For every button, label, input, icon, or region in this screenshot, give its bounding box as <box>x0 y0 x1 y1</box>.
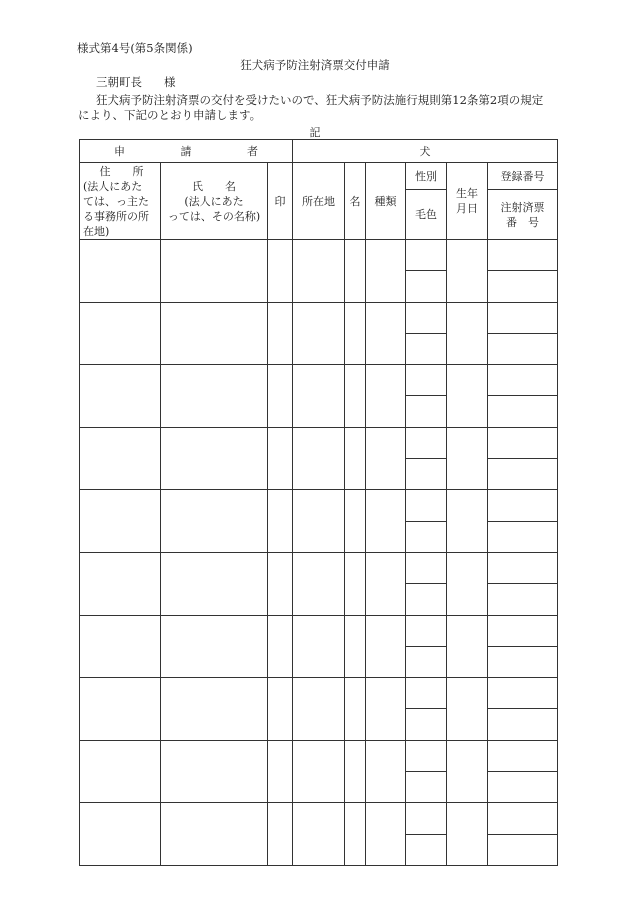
dog-sex-cell[interactable] <box>406 803 447 834</box>
seal-cell[interactable] <box>268 615 293 678</box>
dog-name-cell[interactable] <box>345 365 366 428</box>
name-column-header <box>161 163 268 240</box>
addressee <box>96 74 176 90</box>
entry-row <box>80 239 558 270</box>
applicant-name-cell[interactable] <box>161 302 268 365</box>
dog-name-cell[interactable] <box>345 740 366 803</box>
form-number: 様式第4号(第5条関係) <box>77 41 193 55</box>
dog-sex-cell[interactable] <box>406 302 447 333</box>
dog-birth-date-cell[interactable] <box>447 615 488 678</box>
applicant-address-cell[interactable] <box>80 740 161 803</box>
address-header-line-1: 住 所 <box>99 164 144 178</box>
dog-sex-cell[interactable] <box>406 490 447 521</box>
applicant-address-cell[interactable] <box>80 490 161 553</box>
dog-group-header: 犬 <box>293 140 558 163</box>
tag-number-cell[interactable] <box>488 709 558 740</box>
registration-number-cell[interactable] <box>488 615 558 646</box>
dog-name-cell[interactable] <box>345 302 366 365</box>
applicant-address-cell[interactable] <box>80 239 161 302</box>
coat-color-column-header: 毛色 <box>406 190 447 239</box>
location-column-header: 所在地 <box>293 163 345 240</box>
dog-sex-cell[interactable] <box>406 678 447 709</box>
seal-column-header: 印 <box>268 163 293 240</box>
dog-coat-color-cell[interactable] <box>406 834 447 865</box>
address-header-line-4: る事務所の所 <box>83 209 149 223</box>
applicant-name-cell[interactable] <box>161 615 268 678</box>
sex-column-header: 性別 <box>406 163 447 190</box>
group-header-row <box>80 140 558 163</box>
applicant-name-cell[interactable] <box>161 552 268 615</box>
body-text-line-2: により、下記のとおり申請します。 <box>78 108 262 122</box>
seal-cell[interactable] <box>268 302 293 365</box>
dog-birth-date-cell[interactable] <box>447 678 488 741</box>
registration-number-cell[interactable] <box>488 803 558 834</box>
entry-row <box>80 427 558 458</box>
dog-location-cell[interactable] <box>293 490 345 553</box>
entry-row <box>80 302 558 333</box>
dog-breed-cell[interactable] <box>366 239 406 302</box>
registration-number-cell[interactable] <box>488 239 558 270</box>
tag-number-cell[interactable] <box>488 459 558 490</box>
dog-name-cell[interactable] <box>345 803 366 866</box>
seal-cell[interactable] <box>268 365 293 428</box>
dog-sex-cell[interactable] <box>406 615 447 646</box>
tag-header-line-2: 番 号 <box>506 215 540 229</box>
name-header-line-1: 氏 名 <box>192 179 236 193</box>
address-header-line-2: (法人にあた <box>83 179 143 193</box>
seal-cell[interactable] <box>268 490 293 553</box>
registration-number-cell[interactable] <box>488 678 558 709</box>
applicant-name-cell[interactable] <box>161 365 268 428</box>
dog-birth-date-cell[interactable] <box>447 740 488 803</box>
entry-row <box>80 678 558 709</box>
dog-name-column-header: 名 <box>345 163 366 240</box>
seal-cell[interactable] <box>268 678 293 741</box>
dog-breed-cell[interactable] <box>366 365 406 428</box>
addressee-name: 三朝町長 <box>96 75 142 89</box>
dog-birth-date-cell[interactable] <box>447 552 488 615</box>
registration-number-cell[interactable] <box>488 365 558 396</box>
dog-breed-cell[interactable] <box>366 302 406 365</box>
dog-location-cell[interactable] <box>293 239 345 302</box>
dog-name-cell[interactable] <box>345 239 366 302</box>
tag-number-cell[interactable] <box>488 521 558 552</box>
dog-breed-cell[interactable] <box>366 490 406 553</box>
dog-location-cell[interactable] <box>293 365 345 428</box>
birth-header-line-2: 月日 <box>456 202 479 216</box>
applicant-name-cell[interactable] <box>161 490 268 553</box>
dog-location-cell[interactable] <box>293 678 345 741</box>
body-text-line-1: 狂犬病予防注射済票の交付を受けたいので、狂犬病予防法施行規則第12条第2項の規定 <box>96 93 544 107</box>
entry-row <box>80 552 558 583</box>
seal-cell[interactable] <box>268 552 293 615</box>
dog-birth-date-cell[interactable] <box>447 803 488 866</box>
applicant-address-cell[interactable] <box>80 365 161 428</box>
seal-cell[interactable] <box>268 239 293 302</box>
address-column-header <box>80 163 161 240</box>
birth-header-line-1: 生年 <box>456 187 479 201</box>
applicant-name-cell[interactable] <box>161 803 268 866</box>
registration-number-cell[interactable] <box>488 490 558 521</box>
applicant-name-cell[interactable] <box>161 239 268 302</box>
applicant-name-cell[interactable] <box>161 740 268 803</box>
dog-breed-cell[interactable] <box>366 427 406 490</box>
name-header-line-3: っては、その名称) <box>167 209 261 223</box>
dog-coat-color-cell[interactable] <box>406 271 447 302</box>
registration-number-cell[interactable] <box>488 427 558 458</box>
dog-coat-color-cell[interactable] <box>406 646 447 677</box>
applicant-name-cell[interactable] <box>161 678 268 741</box>
tag-number-cell[interactable] <box>488 584 558 615</box>
ki-heading: 記 <box>309 126 321 139</box>
entry-row <box>80 803 558 834</box>
entry-row <box>80 615 558 646</box>
dog-breed-cell[interactable] <box>366 678 406 741</box>
tag-number-cell[interactable] <box>488 396 558 427</box>
applicant-address-cell[interactable] <box>80 615 161 678</box>
dog-location-cell[interactable] <box>293 427 345 490</box>
dog-name-cell[interactable] <box>345 552 366 615</box>
tag-header-line-1: 注射済票 <box>500 200 545 214</box>
column-header-row-1 <box>80 163 558 190</box>
dog-breed-cell[interactable] <box>366 740 406 803</box>
address-header-line-5: 在地) <box>83 224 110 238</box>
seal-cell[interactable] <box>268 740 293 803</box>
dog-birth-date-cell[interactable] <box>447 302 488 365</box>
applicant-address-cell[interactable] <box>80 427 161 490</box>
dog-breed-cell[interactable] <box>366 552 406 615</box>
dog-birth-date-cell[interactable] <box>447 239 488 302</box>
tag-number-cell[interactable] <box>488 333 558 364</box>
birth-date-column-header <box>447 163 488 240</box>
dog-name-cell[interactable] <box>345 427 366 490</box>
registration-number-cell[interactable] <box>488 740 558 771</box>
dog-name-cell[interactable] <box>345 678 366 741</box>
addressee-honorific: 様 <box>164 75 176 89</box>
name-header-line-2: (法人にあた <box>184 194 244 208</box>
dog-breed-cell[interactable] <box>366 615 406 678</box>
tag-number-cell[interactable] <box>488 271 558 302</box>
entry-row <box>80 490 558 521</box>
address-header-line-3: ては、っ主た <box>83 194 149 208</box>
registration-number-cell[interactable] <box>488 302 558 333</box>
dog-coat-color-cell[interactable] <box>406 521 447 552</box>
entry-row <box>80 365 558 396</box>
dog-coat-color-cell[interactable] <box>406 396 447 427</box>
dog-location-cell[interactable] <box>293 615 345 678</box>
tag-number-cell[interactable] <box>488 834 558 865</box>
seal-cell[interactable] <box>268 803 293 866</box>
dog-name-cell[interactable] <box>345 615 366 678</box>
dog-birth-date-cell[interactable] <box>447 427 488 490</box>
dog-birth-date-cell[interactable] <box>447 365 488 428</box>
seal-cell[interactable] <box>268 427 293 490</box>
dog-sex-cell[interactable] <box>406 427 447 458</box>
applicant-address-cell[interactable] <box>80 678 161 741</box>
dog-coat-color-cell[interactable] <box>406 709 447 740</box>
form-title: 狂犬病予防注射済票交付申請 <box>240 58 390 72</box>
dog-coat-color-cell[interactable] <box>406 584 447 615</box>
dog-sex-cell[interactable] <box>406 239 447 270</box>
dog-coat-color-cell[interactable] <box>406 459 447 490</box>
breed-column-header: 種類 <box>366 163 406 240</box>
tag-number-cell[interactable] <box>488 646 558 677</box>
dog-breed-cell[interactable] <box>366 803 406 866</box>
tag-number-cell[interactable] <box>488 771 558 802</box>
dog-coat-color-cell[interactable] <box>406 333 447 364</box>
dog-coat-color-cell[interactable] <box>406 771 447 802</box>
dog-sex-cell[interactable] <box>406 552 447 583</box>
dog-location-cell[interactable] <box>293 803 345 866</box>
dog-location-cell[interactable] <box>293 740 345 803</box>
applicant-address-cell[interactable] <box>80 552 161 615</box>
dog-location-cell[interactable] <box>293 552 345 615</box>
applicant-address-cell[interactable] <box>80 302 161 365</box>
dog-birth-date-cell[interactable] <box>447 490 488 553</box>
dog-sex-cell[interactable] <box>406 365 447 396</box>
application-table <box>79 139 558 866</box>
dog-location-cell[interactable] <box>293 302 345 365</box>
applicant-address-cell[interactable] <box>80 803 161 866</box>
tag-number-column-header <box>488 190 558 239</box>
entry-row <box>80 740 558 771</box>
registration-number-cell[interactable] <box>488 552 558 583</box>
applicant-group-header: 申 請 者 <box>80 140 293 163</box>
dog-name-cell[interactable] <box>345 490 366 553</box>
registration-number-column-header: 登録番号 <box>488 163 558 190</box>
dog-sex-cell[interactable] <box>406 740 447 771</box>
applicant-name-cell[interactable] <box>161 427 268 490</box>
